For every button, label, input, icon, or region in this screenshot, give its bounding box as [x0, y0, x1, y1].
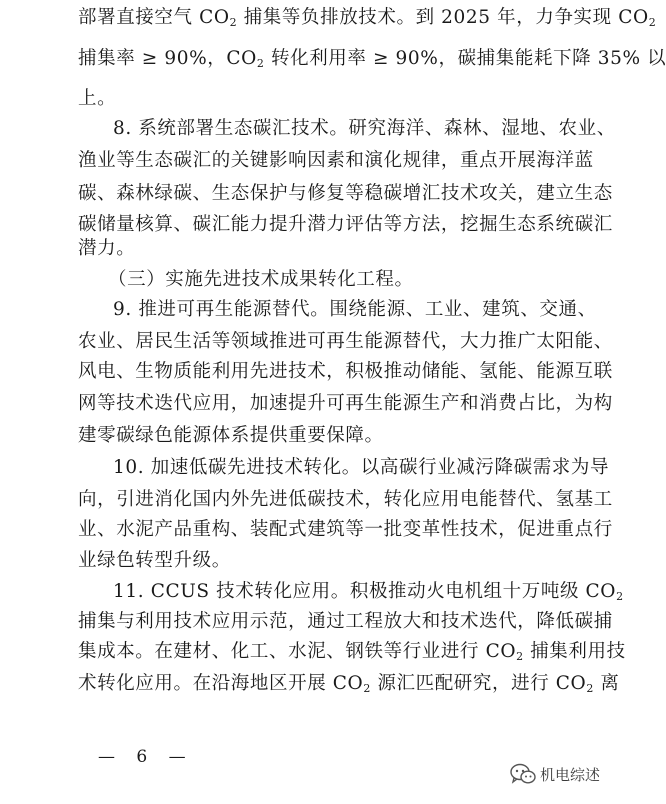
item-11-heading-line: 11. CCUS 技术转化应用。积极推动火电机组十万吨级 $CO_2$	[113, 581, 624, 603]
paragraph-line: 渔业等生态碳汇的关键影响因素和演化规律，重点开展海洋蓝	[78, 150, 594, 171]
page-number: — 6 —	[98, 747, 194, 767]
watermark	[510, 763, 600, 785]
paragraph-line: 部署直接空气 $CO_2$ 捕集等负排放技术。到 2025 年，力争实现 $CO_2$	[78, 7, 657, 29]
item-8-heading-line: 8. 系统部署生态碳汇技术。研究海洋、森林、湿地、农业、	[113, 118, 616, 139]
paragraph-line: 碳储量核算、碳汇能力提升潜力评估等方法，挖掘生态系统碳汇	[78, 214, 613, 235]
paragraph-line: 捕集与利用技术应用示范，通过工程放大和技术迭代，降低碳捕	[78, 611, 613, 632]
paragraph-line: 集成本。在建材、化工、水泥、钢铁等行业进行 $CO_2$ 捕集利用技	[78, 641, 626, 663]
section-heading: （三）实施先进技术成果转化工程。	[108, 269, 414, 290]
paragraph-line: 向，引进消化国内外先进低碳技术，转化应用电能替代、氢基工	[78, 489, 613, 510]
paragraph-line: 上。	[78, 88, 117, 109]
paragraph-line: 潜力。	[78, 238, 136, 259]
watermark-text: 机电综述	[540, 765, 601, 784]
paragraph-line: 碳、森林绿碳、生态保护与修复等稳碳增汇技术攻关，建立生态	[78, 183, 613, 204]
paragraph-line: 捕集率 ≥ 90%，$CO_2$ 转化利用率 ≥ 90%，碳捕集能耗下降 35% 以	[78, 48, 666, 70]
item-9-heading-line: 9. 推进可再生能源替代。围绕能源、工业、建筑、交通、	[113, 299, 597, 320]
paragraph-line: 业、水泥产品重构、装配式建筑等一批变革性技术，促进重点行	[78, 519, 613, 540]
paragraph-line: 农业、居民生活等领域推进可再生能源替代，大力推广太阳能、	[78, 331, 613, 352]
paragraph-line: 术转化应用。在沿海地区开展 $CO_2$ 源汇匹配研究，进行 $CO_2$ 离	[78, 673, 620, 695]
item-10-heading-line: 10. 加速低碳先进技术转化。以高碳行业减污降碳需求为导	[113, 457, 610, 478]
paragraph-line: 网等技术迭代应用，加速提升可再生能源生产和消费占比，为构	[78, 393, 613, 414]
paragraph-line: 建零碳绿色能源体系提供重要保障。	[78, 425, 384, 446]
paragraph-line: 业绿色转型升级。	[78, 550, 231, 571]
wechat-icon	[510, 763, 536, 785]
paragraph-line: 风电、生物质能利用先进技术，积极推动储能、氢能、能源互联	[78, 361, 613, 382]
